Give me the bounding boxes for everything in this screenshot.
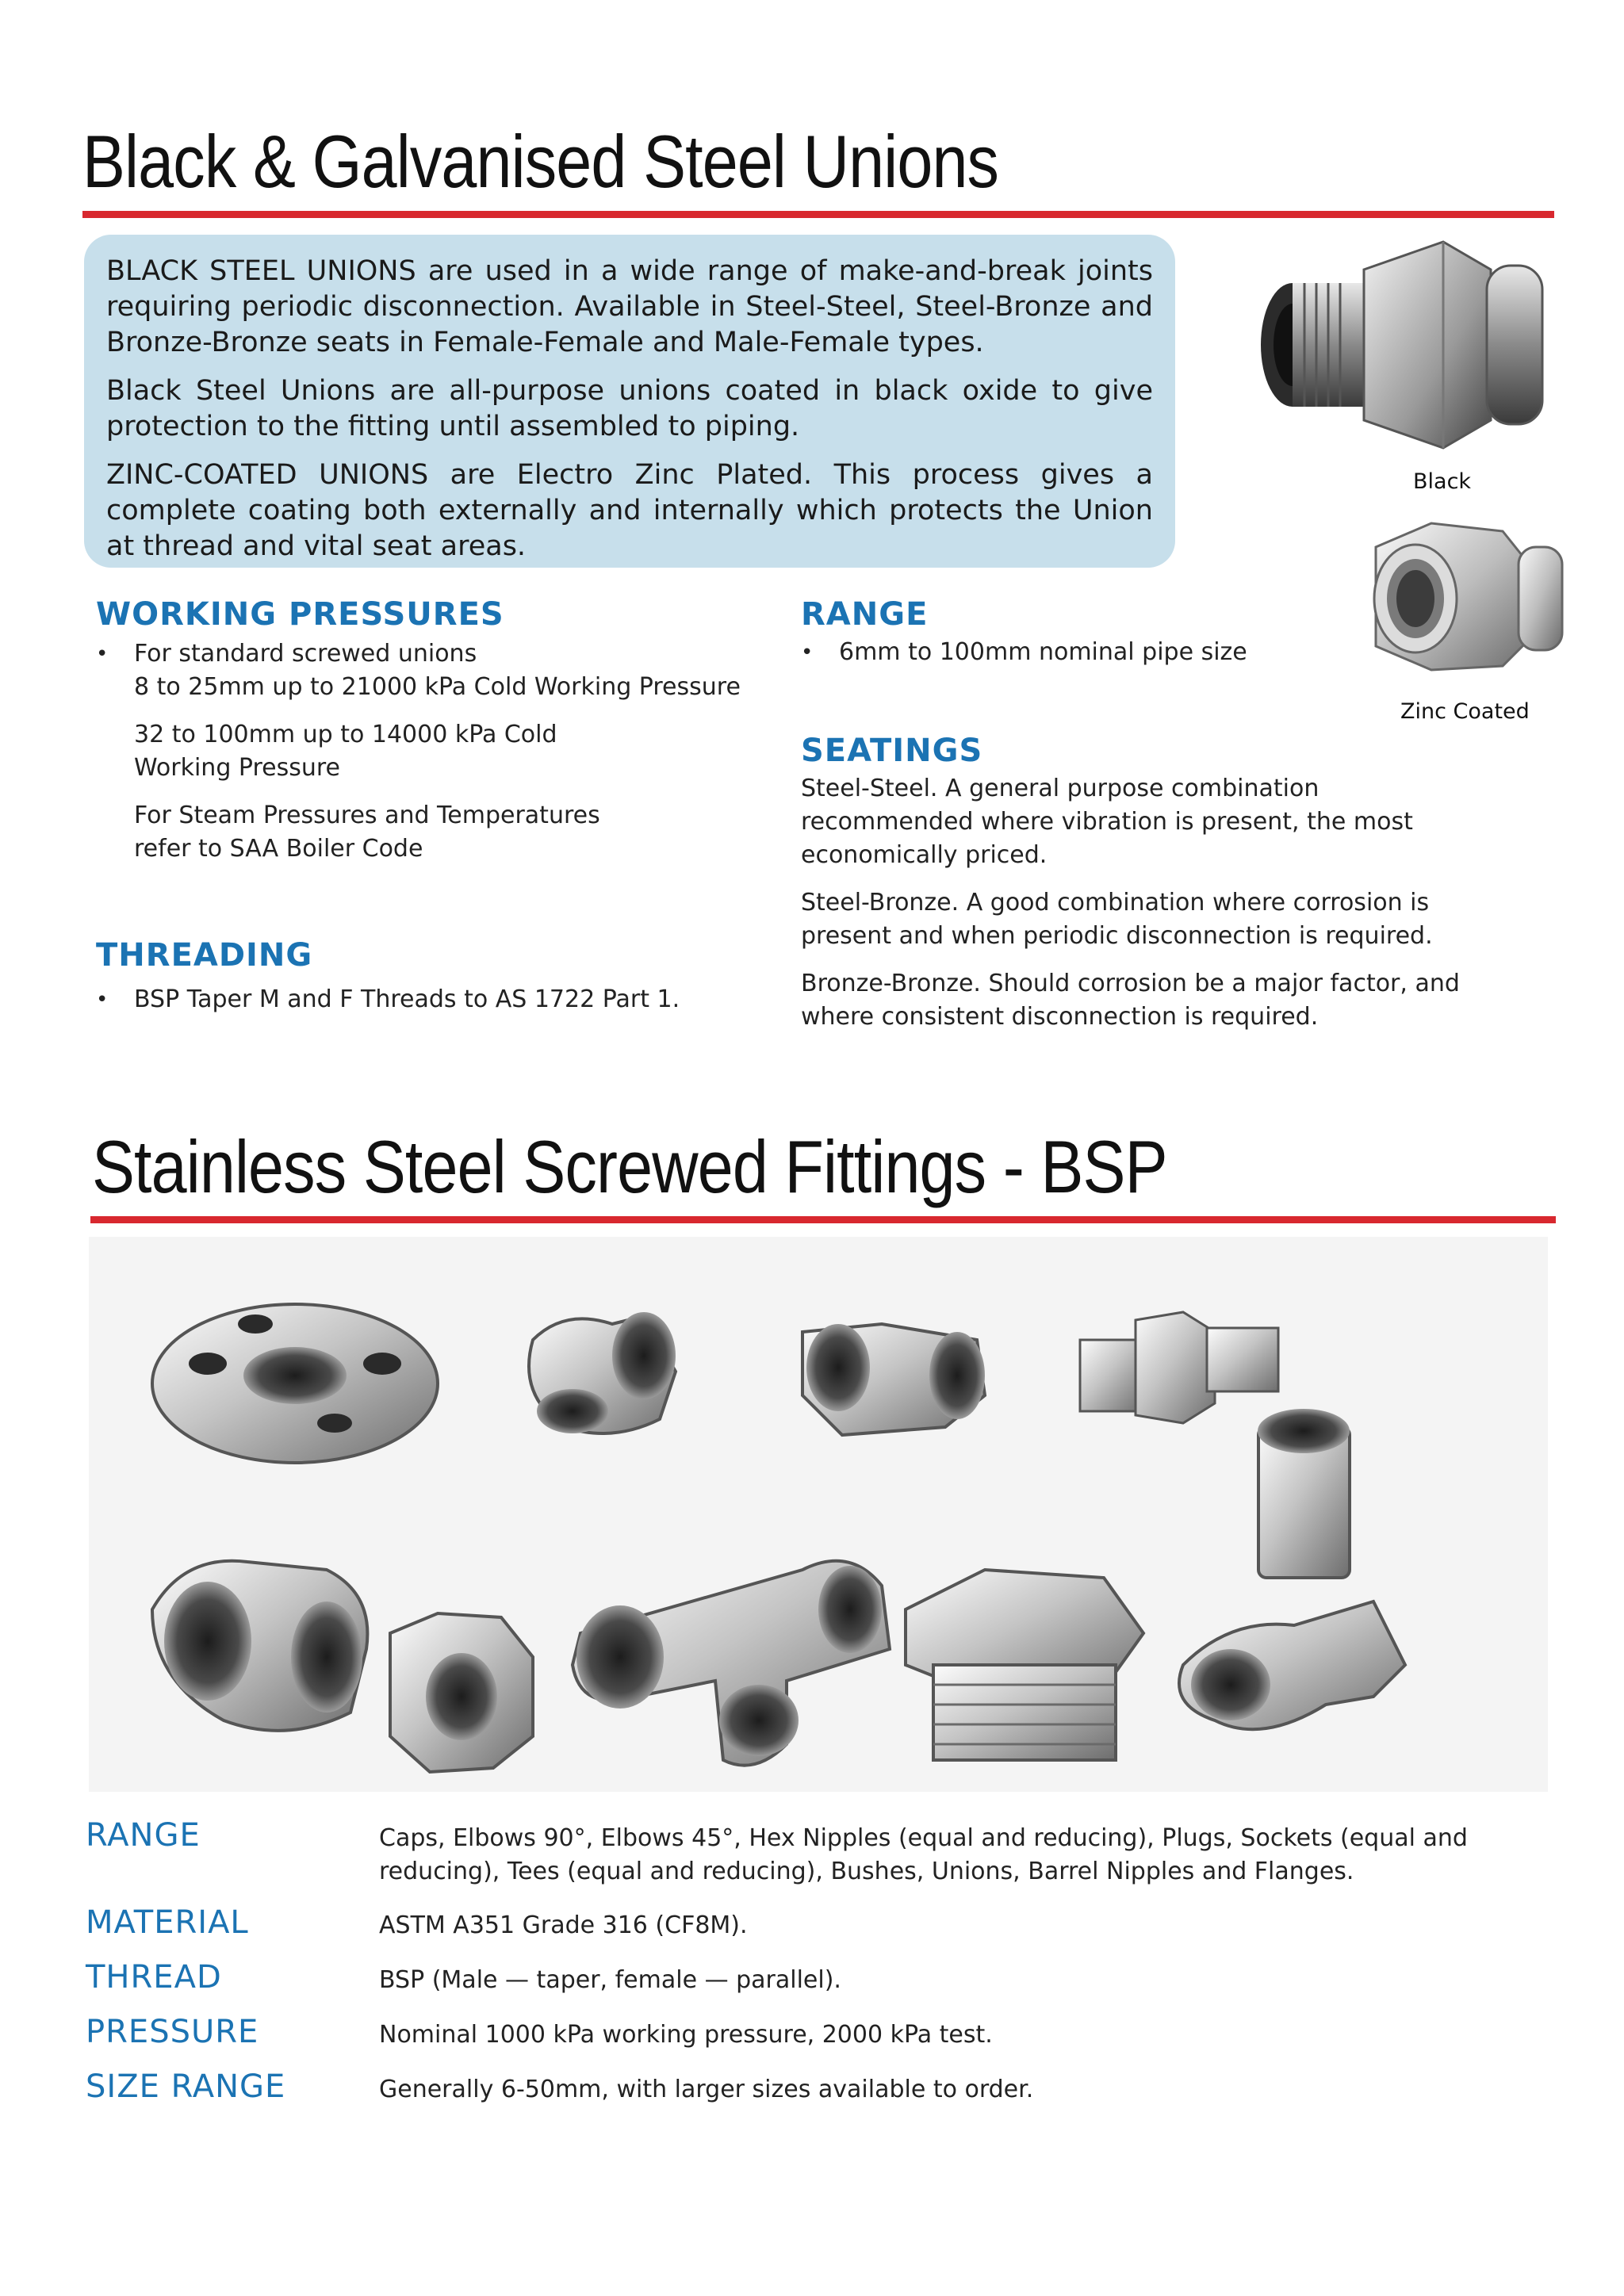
spec-value-pressure: Nominal 1000 kPa working pressure, 2000 kPa test.: [379, 2021, 993, 2049]
spec-label-range: RANGE: [86, 1817, 201, 1854]
threading-block: [96, 937, 778, 1016]
working-pressures-line-1: • For standard screwed unions: [134, 640, 477, 668]
spec-row-pressure: [86, 2012, 1545, 2067]
range-block: [801, 596, 1356, 669]
working-pressures-sub-1: 32 to 100mm up to 14000 kPa Cold Working Pressure: [134, 721, 557, 782]
range-bullet: • 6mm to 100mm nominal pipe size: [801, 636, 1356, 669]
zinc-union-caption: Zinc Coated: [1400, 699, 1530, 724]
intro-paragraph-3: ZINC-COATED UNIONS are Electro Zinc Plated. This process gives a complete coating both externally and internally which protects the Union at thread and vital seat areas.: [106, 459, 1153, 562]
section1-divider: [82, 211, 1554, 218]
seatings-block: [801, 733, 1499, 1048]
working-pressures-sub-2: For Steam Pressures and Temperatures refer to SAA Boiler Code: [134, 802, 600, 863]
stainless-fittings-image: [89, 1237, 1548, 1792]
zinc-union-image: [1360, 499, 1566, 690]
section2-title: Stainless Steel Screwed Fittings - BSP: [92, 1125, 1167, 1208]
black-union-caption: Black: [1413, 469, 1472, 494]
spec-row-thread: [86, 1957, 1545, 2012]
spec-value-thread: BSP (Male — taper, female — parallel).: [379, 1966, 841, 1994]
spec-row-material: [86, 1903, 1545, 1957]
working-pressures-block: [96, 596, 778, 866]
seatings-bronze-bronze: Bronze-Bronze. Should corrosion be a major factor, and where consistent disconnection is required.: [801, 970, 1460, 1031]
spec-row-range: [86, 1816, 1545, 1903]
intro-paragraph-1: BLACK STEEL UNIONS are used in a wide range of make-and-break joints requiring periodic disconnection. Available in Steel-Steel, Steel-Bronze and Bronze-Bronze seats in Female-Female and Male-Female types.: [106, 255, 1153, 358]
spec-value-material: ASTM A351 Grade 316 (CF8M).: [379, 1911, 748, 1939]
intro-paragraph-2: Black Steel Unions are all-purpose unions coated in black oxide to give protection to the fitting until assembled to piping.: [106, 375, 1153, 442]
black-union-image: [1245, 226, 1562, 456]
spec-label-material: MATERIAL: [86, 1904, 249, 1941]
working-pressures-line-2: 8 to 25mm up to 21000 kPa Cold Working Pressure: [134, 673, 741, 701]
threading-heading: THREADING: [96, 937, 313, 974]
range-heading: RANGE: [801, 596, 929, 633]
seatings-heading: SEATINGS: [801, 733, 983, 769]
spec-label-thread: THREAD: [86, 1959, 222, 1996]
section1-title: Black & Galvanised Steel Unions: [82, 120, 999, 203]
working-pressures-bullet: [96, 637, 778, 704]
seatings-steel-steel: Steel-Steel. A general purpose combination recommended where vibration is present, the most economically priced.: [801, 775, 1413, 869]
threading-bullet: • BSP Taper M and F Threads to AS 1722 Part 1.: [96, 983, 778, 1016]
section2-divider: [90, 1216, 1556, 1223]
spec-table: [86, 1816, 1545, 2122]
spec-row-size-range: [86, 2067, 1545, 2122]
spec-value-size-range: Generally 6-50mm, with larger sizes available to order.: [379, 2076, 1034, 2103]
working-pressures-heading: WORKING PRESSURES: [96, 596, 504, 633]
intro-box: [84, 235, 1175, 568]
spec-value-range: Caps, Elbows 90°, Elbows 45°, Hex Nipples (equal and reducing), Plugs, Sockets (equal and reducing), Tees (equal and reducing), Bushes, Unions, Barrel Nipples and Flanges.: [379, 1824, 1468, 1885]
seatings-steel-bronze: Steel-Bronze. A good combination where corrosion is present and when periodic disconnection is required.: [801, 889, 1433, 950]
spec-label-pressure: PRESSURE: [86, 2014, 259, 2050]
spec-label-size-range: SIZE RANGE: [86, 2068, 286, 2105]
